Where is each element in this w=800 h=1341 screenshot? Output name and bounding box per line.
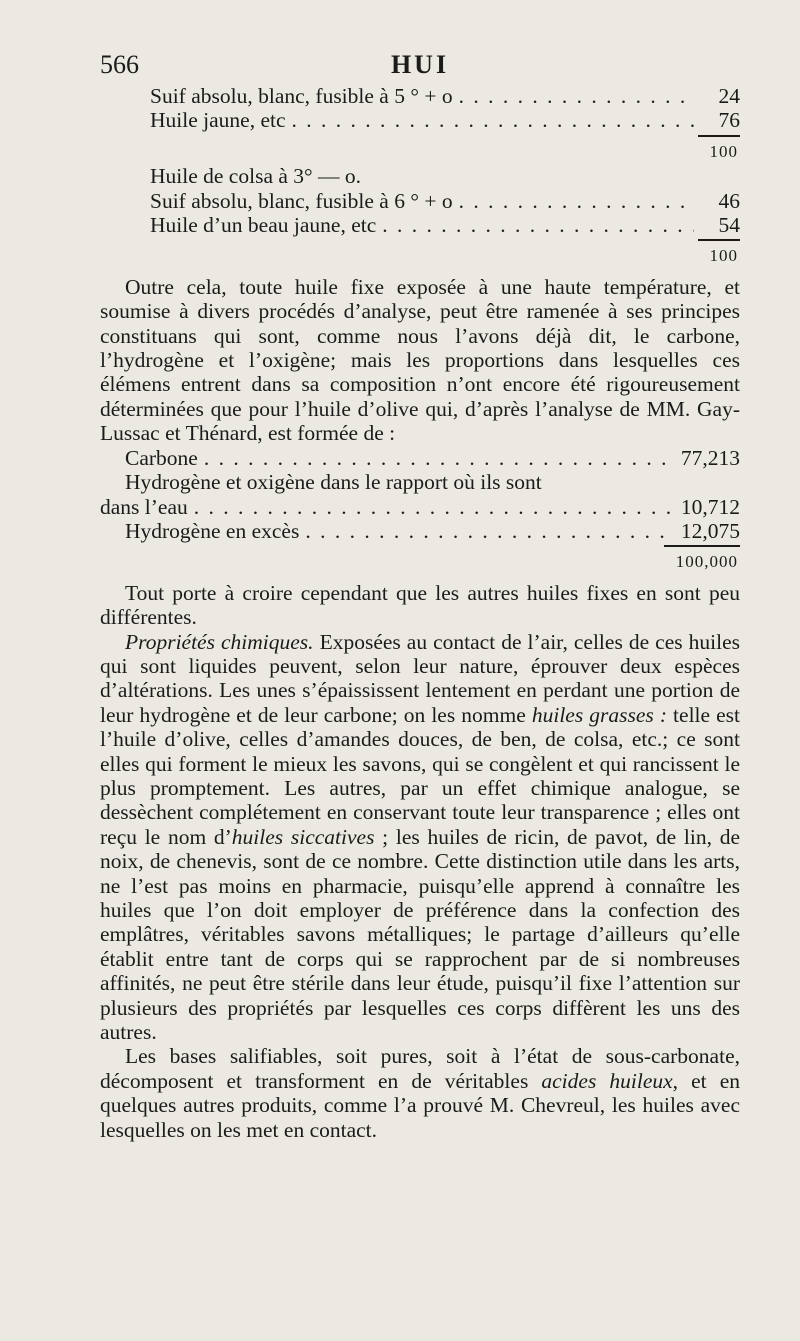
- table-row: [100, 108, 740, 132]
- table-total: [100, 545, 740, 574]
- paragraph-text: , et en quelques autres produits, comme l’a prouvé M. Chevreul, les huiles avec lesquelles on les met en contact.: [100, 1068, 740, 1142]
- table-row-continued: Hydrogène et oxigène dans le rapport où ils sont: [125, 470, 542, 495]
- paragraph-composition: Outre cela, toute huile fixe exposée à une haute température, et soumise à divers procédés d’analyse, peut être ramenée à ses principes constituans qui sont, comme nous l’avons déjà dit, le carbone, l’hydrogène et l’oxigène; mais les proportions dans lesquelles ces élémens entrent dans sa composition n’ont encore été rigoureusement déterminées que pour l’huile d’olive qui, d’après l’analyse de MM. Gay-Lussac et Thénard, est formée de :: [100, 274, 740, 446]
- row-value: 77,213: [680, 445, 740, 470]
- table-total: [100, 135, 740, 164]
- dot-leader: [459, 189, 694, 213]
- row-label: Huile d’un beau jaune, etc: [150, 213, 377, 238]
- table-row: [100, 446, 740, 470]
- dot-leader: [194, 495, 675, 519]
- row-label: Suif absolu, blanc, fusible à 6 ° + o: [150, 188, 453, 213]
- dot-leader: [305, 519, 675, 543]
- row-label: Hydrogène en excès: [125, 518, 300, 543]
- row-value: 10,712: [680, 494, 740, 519]
- table-row: [100, 84, 740, 108]
- row-label: dans l’eau: [100, 494, 188, 519]
- section-heading: Propriétés chimiques.: [125, 629, 314, 654]
- row-value: 46: [718, 188, 740, 213]
- dot-leader: [459, 84, 694, 108]
- table-row: [100, 213, 740, 237]
- page-number: 566: [100, 50, 139, 79]
- paragraph-chemical-properties: [100, 630, 740, 1045]
- row-value: 54: [718, 213, 740, 238]
- paragraph-text: ; les huiles de ricin, de pavot, de lin, de noix, de chenevis, sont de ce nombre. Cette distinction utile dans les arts, ne l’est pas moins en pharmacie, puisqu’elle apprend à connaître les huiles que l’on doit employer de préférence dans la confection des emplâtres, véritables savons métalliques; le partage d’ailleurs qu’elle établit entre tant de corps qui se rapprochent par de si nombreuses affinités, ne peut être stérile dans leur étude, puisqu’il fixe l’attention sur plusieurs des propriétés par lesquelles ces corps diffèrent les uns des autres.: [100, 824, 740, 1045]
- total-value: 100: [698, 135, 741, 164]
- row-value: 24: [718, 84, 740, 108]
- term-acides-huileux: acides huileux: [541, 1068, 673, 1093]
- table-row: [100, 519, 740, 543]
- composition-table-1: [100, 84, 740, 164]
- row-label: Suif absolu, blanc, fusible à 5 ° + o: [150, 84, 453, 108]
- total-value: 100: [698, 239, 741, 268]
- dot-leader: [204, 446, 675, 470]
- table-total: [100, 239, 740, 268]
- row-value: 76: [718, 108, 740, 133]
- paragraph-salifiable-bases: [100, 1044, 740, 1142]
- composition-table-3: [100, 446, 740, 575]
- paragraph-other-oils: Tout porte à croire cependant que les autres huiles fixes en sont peu différentes.: [100, 580, 740, 630]
- table-row: [100, 189, 740, 213]
- running-head: HUI: [390, 50, 450, 79]
- dot-leader: [382, 213, 694, 237]
- table-heading-text: Huile de colsa à 3° — o.: [150, 164, 362, 189]
- table-heading: [100, 164, 740, 188]
- page-header: [100, 50, 740, 86]
- paragraph-text: Exposées au contact de l’air, celles de ces huiles qui sont liquides peuvent, selon leur nature, éprouver deux espèces d’altérations. Les unes s’épaississent lentement en perdant une portion de leur hydrogène et de leur carbone; on les nomme: [100, 629, 740, 727]
- paragraph-text: Les bases salifiables, soit pures, soit à l’état de sous-carbonate, décomposent et transforment en de véritables: [100, 1044, 740, 1093]
- total-value: 100,000: [664, 545, 740, 574]
- page-body: [100, 84, 740, 1142]
- table-row: [100, 495, 740, 519]
- dot-leader: [292, 108, 694, 132]
- term-huiles-grasses: huiles grasses :: [531, 702, 667, 727]
- paragraph-text: telle est l’huile d’olive, celles d’amandes douces, de ben, de colsa, etc.; ce sont elles qui forment le mieux les savons, qui se congèlent et qui rancissent le plus promptement. Les autres, par un effet chimique analogue, se dessèchent complétement en conservant toute leur transparence ; elles ont reçu le nom d’: [100, 702, 741, 849]
- row-label: Carbone: [125, 445, 198, 470]
- row-value: 12,075: [680, 518, 740, 543]
- composition-table-2: [100, 164, 740, 269]
- row-label: Huile jaune, etc: [150, 108, 286, 133]
- term-huiles-siccatives: huiles siccatives: [231, 824, 375, 849]
